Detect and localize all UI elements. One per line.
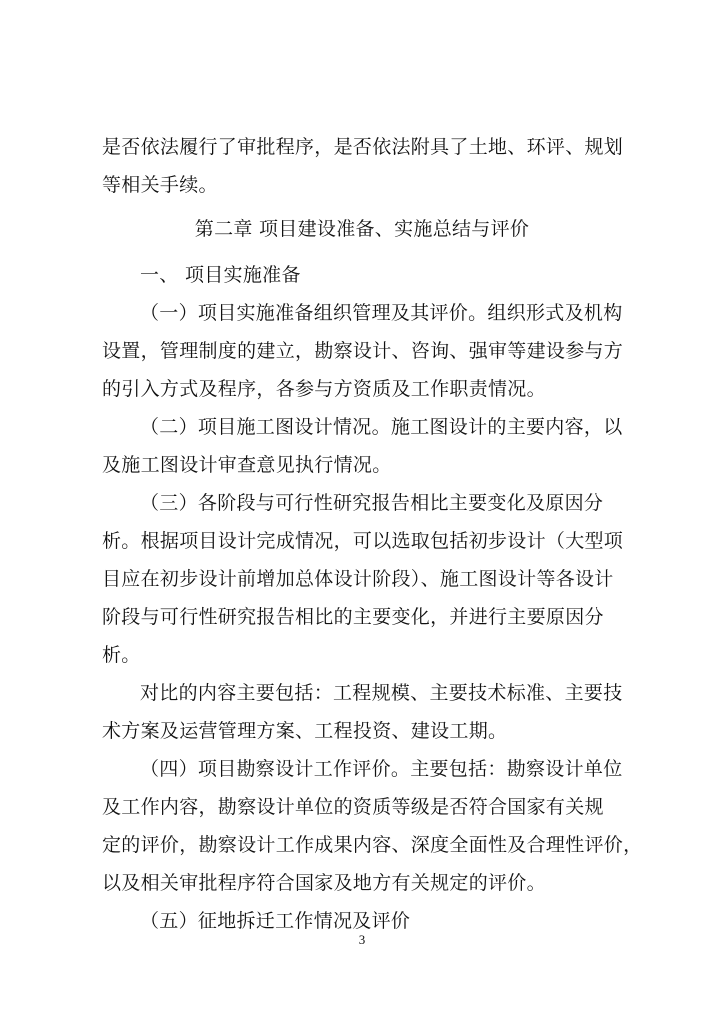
body-text-line: 析。 (102, 644, 141, 666)
paragraph-start-line: 对比的内容主要包括：工程规模、主要技术标准、主要技 (140, 682, 623, 704)
body-text-line: 等相关手续。 (102, 174, 218, 196)
body-text-line: 术方案及运营管理方案、工程投资、建设工期。 (102, 720, 508, 742)
body-text-line: 以及相关审批程序符合国家及地方有关规定的评价。 (102, 872, 546, 894)
paragraph-start-line: （三）各阶段与可行性研究报告相比主要变化及原因分 (140, 492, 604, 514)
body-text-line: 的引入方式及程序，各参与方资质及工作职责情况。 (102, 378, 546, 400)
body-text-line: 析。根据项目设计完成情况，可以选取包括初步设计（大型项 (102, 530, 624, 552)
page-number: 3 (358, 932, 366, 947)
body-text-line: 目应在初步设计前增加总体设计阶段）、施工图设计等各设计 (102, 568, 614, 590)
paragraph-start-line: （一）项目实施准备组织管理及其评价。组织形式及机构 (140, 302, 623, 324)
body-text-line: 设置，管理制度的建立，勘察设计、咨询、强审等建设参与方 (102, 340, 624, 362)
body-text-line: 阶段与可行性研究报告相比的主要变化，并进行主要原因分 (102, 606, 604, 628)
chapter-heading: 第二章 项目建设准备、实施总结与评价 (194, 218, 530, 240)
body-text-line: 是否依法履行了审批程序，是否依法附具了土地、环评、规划 (102, 136, 624, 158)
paragraph-start-line: （二）项目施工图设计情况。施工图设计的主要内容，以 (140, 416, 623, 438)
section-heading: 一、 项目实施准备 (140, 264, 301, 286)
body-text-line: 及工作内容，勘察设计单位的资质等级是否符合国家有关规 (102, 796, 604, 818)
body-text-line: 定的评价，勘察设计工作成果内容、深度全面性及合理性评价， (102, 834, 643, 856)
paragraph-start-line: （四）项目勘察设计工作评价。主要包括：勘察设计单位 (140, 758, 623, 780)
paragraph-start-line: （五）征地拆迁工作情况及评价 (140, 910, 411, 932)
body-text-line: 及施工图设计审查意见执行情况。 (102, 454, 392, 476)
